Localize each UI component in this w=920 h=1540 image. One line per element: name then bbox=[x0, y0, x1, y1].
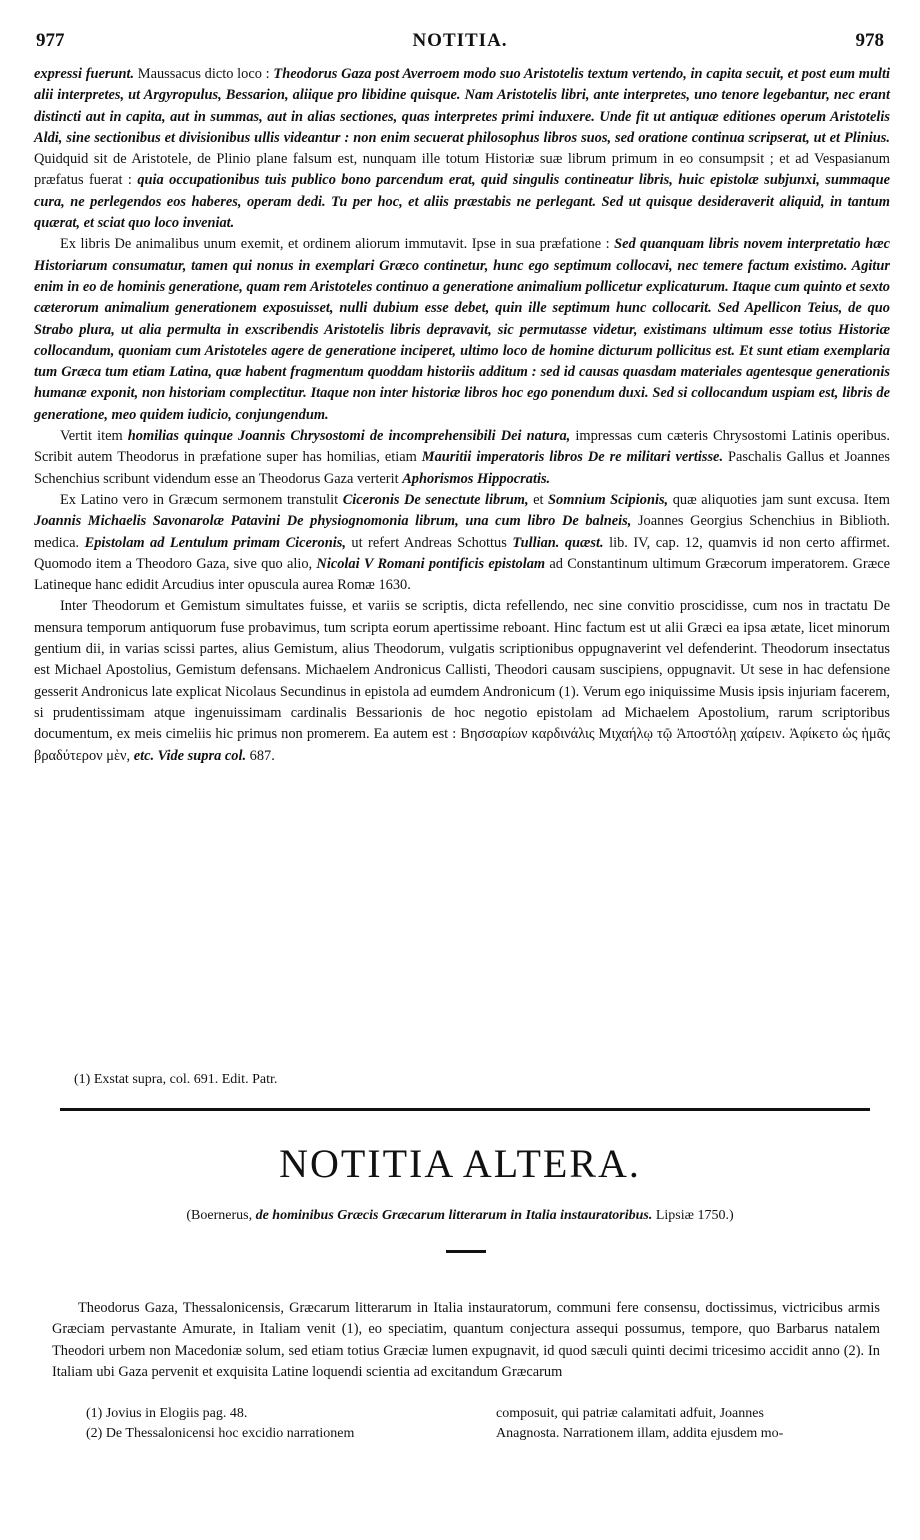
text-run: Inter Theodorum et Gemistum simultates fuisse, et variis se scriptis, dicta refellendo, nec sine convitio proscidisse, cum nos in tractatu De mensura temporum antiquorum fuse probavimus, tum scripta eorum apertissime reboant. Hinc factum est ut alii Græci ea ipsa ætate, licet minorum gentium dii, in varias scissi partes, alius Gemistum, alius Theodorum, vulgatis scriptionibus oppugnaverint vel defenderint. Theodorum insectatus est Michael Apostolius, Gemistum defensans. Michaelem Andronicus Callisti, Theodori causam suscipiens, oppugnavit. Ut sese in hac defensione gesserit Andronicus late explicat Nicolaus Secundinus in epistola ad eumdem Andronicum (1). Verum ego iniquissime Musis ipsis injuriam facerem, si prudentissimam atque ingenuissimam cardinalis Bessarionis de hoc negotio epistolam ad Michaelem Apostolium, rarum scriptoribus documentum, ex meis cimeliis hic primus non promerem. Ea autem est : Βησσαρίων καρδινάλις Μιχαήλῳ τῷ Ἀποστόλῃ χαίρειν. Ἀφίκετο ὡς ἡμᾶς βραδύτερον μὲν, bbox=[34, 598, 890, 764]
footnote-right-2: Anagnosta. Narrationem illam, addita ejusdem mo- bbox=[496, 1426, 784, 1441]
text-run: Mauritii imperatoris libros De re militari vertisse. bbox=[421, 449, 724, 466]
paragraph bbox=[34, 426, 890, 490]
text-run: et bbox=[528, 491, 549, 508]
text-run: ad Constantinum ultimum Græcorum imperatorem. Græce Latineque hanc edidit Arcudius inter opuscula aurea Romæ 1630. bbox=[34, 555, 890, 594]
text-run: Somnium Scipionis, bbox=[548, 491, 669, 508]
section-rule bbox=[60, 1108, 870, 1111]
text-run: lib. IV, cap. 12, quamvis id non certo affirmet. Quomodo item a Theodoro Gaza, sive quo alio, bbox=[34, 534, 891, 572]
text-run: Epistolam ad Lentulum primam Ciceronis, bbox=[84, 534, 346, 551]
text-run: quia occupationibus tuis publico bono parcendum erat, quid singulis contineatur libris, huic epistolæ subjunxi, summaque cura, ne perlegendos eos haberes, operam dedi. Tu per hoc, et aliis præstabis ne perlegant. Sed ut quisque desideraverit aliquid, in tantum quærat, et sciat quo loco inveniat. bbox=[34, 172, 890, 232]
paragraph bbox=[34, 64, 890, 234]
text-run: Joannis Michaelis Savonarolæ Patavini De physiognomonia librum, una cum libro De balneis, bbox=[34, 513, 632, 530]
running-header bbox=[36, 30, 884, 60]
text-run: expressi fuerunt. bbox=[34, 66, 135, 82]
text-run: Sed quanquam libris novem interpretatio hæc Historiarum consumatur, tamen qui nonus in exemplari Græco continetur, hunc ego septimum collocavi, nec temere factum existimo. Agitur enim in eo de hominis generatione, quam rem Aristoteles continuo a generatione animalium pollicetur explicaturum. Itaque cum quinto et sexto cæterorum animalium generationem exposuisset, nulli dubium esse debet, quin ille septimum hunc collocarit. Sed Apellicon Teius, de quo Strabo plura, ut alia permulta in exscribendis Aristotelis libris depravavit, sic permutasse videtur, existimans ultimum esse totius Historiæ collocandum, quoniam cum Aristoteles agere de generatione inciperet, ultimo loco de homine dicturum pollicitus est. Et sunt etiam exemplaria tum Græca tum etiam Latina, quæ habent fragmentum quoddam historiis additum : sed id causas quasdam materiales agentesque generationis humanæ exponit, non historiam complectitur. Itaque non inter historiæ libros hoc ego ponendum duxi. Sed si collocandum uspiam est, libris de generatione, meo quidem iudicio, conjungendum. bbox=[34, 236, 890, 423]
text-run: impressas cum cæteris Chrysostomi Latinis operibus. Scribit autem Theodorus in præfatione super has homilias, etiam bbox=[34, 428, 890, 466]
text-run: de hominibus Græcis Græcarum litterarum in Italia instauratoribus. bbox=[255, 1208, 653, 1223]
text-run: Nicolai V Romani pontificis epistolam bbox=[316, 555, 546, 572]
footnote-right-1: composuit, qui patriæ calamitati adfuit, Joannes bbox=[496, 1406, 764, 1421]
paragraph bbox=[34, 596, 890, 766]
section-source bbox=[0, 1208, 920, 1224]
text-run: homilias quinque Joannis Chrysostomi de incomprehensibili Dei natura, bbox=[127, 428, 571, 445]
text-run: Aphorismos Hippocratis. bbox=[402, 470, 551, 487]
paragraph: Theodorus Gaza, Thessalonicensis, Græcarum litterarum in Italia instauratorum, communi fere consensu, doctissimus, victricibus armis Græciam pervastante Amurate, in Italiam venit (1), eo speciatim, quantum conjectura assequi possumus, tempore, quo Barbarus natalem Theodori urbem non Macedoniæ solum, sed etiam totius Græciæ lumen expugnavit, id quod sæculi quinti decimi tricesimo accidit anno (2). In Italiam ubi Gaza pervenit et exquisita Latine loquendi scientia ad excitandum Græcarum bbox=[52, 1300, 880, 1380]
text-run: 687. bbox=[246, 747, 275, 764]
text-run: Ex libris De animalibus unum exemit, et ordinem aliorum immutavit. Ipse in sua præfatione : bbox=[60, 236, 615, 253]
text-run: Quidquid sit de Aristotele, de Plinio plane falsum est, nunquam ille totum Historiæ suæ librum primum in eo consumpsit ; et ad Vespasianum præfatus fuerat : bbox=[34, 151, 890, 189]
text-run: Ciceronis De senectute librum, bbox=[342, 491, 529, 508]
text-run: Paschalis Gallus et Joannes Schenchius scribunt videndum esse an Theodorus Gaza verterit bbox=[34, 449, 891, 487]
text-run: ut refert Andreas Schottus bbox=[345, 534, 513, 551]
text-run: Theodorus Gaza post Averroem modo suo Aristotelis textum vertendo, in capita secuit, et post eum multi alii interpretes, ut Argyropulus, Bessarion, aliique pro libidine quisque. Nam Aristotelis libri, ante interpretes, uno tenore legebantur, nec erant distincti aut in capita, aut in summas, aut in alias sectiones, quas interpretes primi induxere. Unde fit ut antiquæ editiones operum Aristotelis Aldi, sine sectionibus et divisionibus ullis videantur : non enim secuerat philosophus libros suos, sed oratione continua scripserat, ut et Plinius. bbox=[34, 66, 890, 146]
footnote-left-2: (2) De Thessalonicensi hoc excidio narrationem bbox=[86, 1426, 355, 1441]
page-number-right: 978 bbox=[855, 30, 884, 51]
text-run: quæ aliquoties jam sunt excusa. Item bbox=[668, 491, 890, 508]
running-title: NOTITIA. bbox=[412, 30, 508, 51]
text-run: Vertit item bbox=[60, 428, 128, 445]
footnote-left-1: (1) Jovius in Elogiis pag. 48. bbox=[86, 1406, 248, 1421]
text-run: etc. Vide supra col. bbox=[133, 747, 247, 764]
paragraph bbox=[34, 234, 890, 426]
text-run: Tullian. quæst. bbox=[512, 534, 604, 551]
text-run: (Boernerus, bbox=[186, 1208, 256, 1223]
section-text bbox=[52, 1298, 880, 1383]
page-number-left: 977 bbox=[36, 30, 65, 51]
main-text bbox=[34, 64, 890, 767]
text-run: Joannes Georgius Schenchius in Biblioth. medica. bbox=[34, 513, 890, 551]
section-dash bbox=[446, 1250, 486, 1253]
paragraph bbox=[34, 490, 890, 596]
text-run: Lipsiæ 1750.) bbox=[652, 1208, 734, 1223]
text-run: Maussacus dicto loco : bbox=[134, 66, 274, 82]
footnote: (1) Exstat supra, col. 691. Edit. Patr. bbox=[74, 1072, 278, 1087]
section-title: NOTITIA ALTERA. bbox=[279, 1141, 641, 1186]
text-run: Ex Latino vero in Græcum sermonem transtulit bbox=[60, 491, 343, 508]
